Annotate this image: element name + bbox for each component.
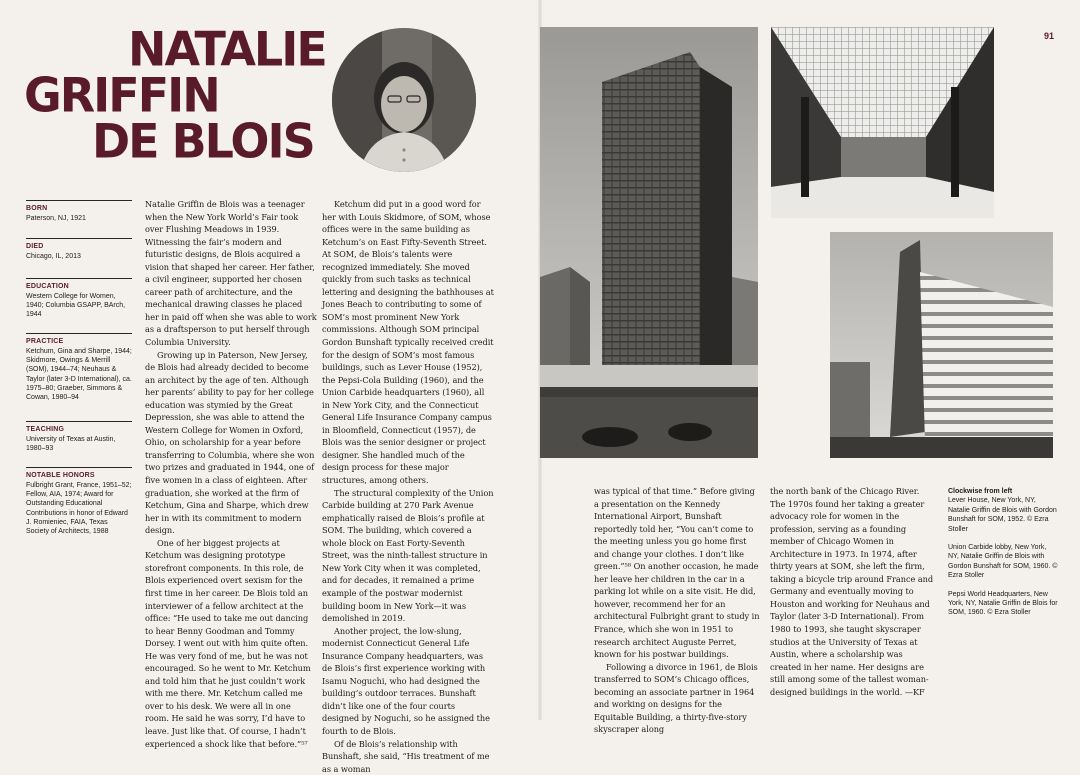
sidebar-education (26, 278, 132, 330)
paragraph: Of de Blois’s relationship with Bunshaft, she said, “His treatment of me as a woman (322, 738, 490, 774)
sidebar-text: Chicago, IL, 2013 (26, 253, 81, 260)
sidebar-teaching (26, 421, 132, 464)
body-column-2 (322, 198, 494, 775)
sidebar-heading: PRACTICE (26, 338, 64, 345)
body-column-4 (770, 485, 936, 698)
title-line-3: DE BLOIS (92, 113, 314, 169)
sidebar-practice (26, 333, 132, 418)
caption-lever-house: Lever House, New York, NY, Natalie Griffin de Blois with Gordon Bunshaft for SOM, 1952. © Ezra Stoller (948, 497, 1057, 533)
caption-pepsi: Pepsi World Headquarters, New York, NY, Natalie Griffin de Blois for SOM, 1960. © Ezra Stoller (948, 590, 1058, 617)
captions-heading: Clockwise from left (948, 488, 1013, 495)
sidebar-heading: TEACHING (26, 426, 65, 433)
lever-house-image (540, 27, 758, 458)
paragraph: Following a divorce in 1961, de Blois transferred to SOM’s Chicago offices, becoming an associate partner in 1964 and working on designs for the Equitable Building, a thirty-five-story skyscraper along (594, 661, 758, 735)
sidebar-heading: BORN (26, 205, 48, 212)
sidebar-text: Fulbright Grant, France, 1951–52; Fellow, AIA, 1974; Award for Outstanding Educational Contributions in honor of Edward J. Romieniec, FAIA, Texas Society of Architects, 1988 (26, 482, 132, 536)
sidebar-text: Paterson, NJ, 1921 (26, 215, 86, 222)
caption-union-carbide: Union Carbide lobby, New York, NY, Natalie Griffin de Blois with Gordon Bunshaft for SOM, 1960. © Ezra Stoller (948, 544, 1058, 580)
sidebar-text: Western College for Women, 1940; Columbia GSAPP, BArch, 1944 (26, 293, 126, 319)
paragraph: The structural complexity of the Union Carbide building at 270 Park Avenue emphatically raised de Blois’s profile at SOM. The building, which covered a whole block on East Forty-Seventh Street, was the ninth-tallest structure in New York City when it was completed, and for decades, it remained a prime example of the postwar modernist building boom in New York—it was demolished in 2019. (322, 487, 494, 624)
paragraph: the north bank of the Chicago River. The 1970s found her taking a greater advocacy role for women in the profession, serving as a founding member of Chicago Women in Architecture in 1973. In 1974, after thirty years at SOM, she left the firm, taking a bicycle trip around France and Germany and eventually moving to Houston and working for Neuhaus and Taylor (later 3-D International). From 1980 to 1993, she taught skyscraper studios at the University of Texas at Austin, where a scholarship was created in her name. Her designs are still among some of the tallest woman-designed buildings in the world. —KF (770, 486, 934, 697)
sidebar-heading: DIED (26, 243, 44, 250)
pepsi-headquarters-image (830, 232, 1053, 458)
title-line-1: NATALIE (128, 21, 326, 77)
sidebar-text: University of Texas at Austin, 1980–93 (26, 436, 116, 453)
paragraph: was typical of that time.” Before giving a presentation on the Kennedy International Airport, Bunshaft reportedly told her, “You can’t come to the meeting unless you go home first and change your clothes. I don’t like green.”⁵⁸ On another occasion, he made her leave her children in the car in a parking lot while on a site visit. He did, however, recommend her for an architectural Fulbright grant to study in France, which she won in 1951 to research architect Auguste Perret, known for his postwar buildings. (594, 486, 760, 660)
sidebar-text: Ketchum, Gina and Sharpe, 1944; Skidmore, Owings & Merrill (SOM), 1944–74; Neuhaus & Taylor (later 3-D International), ca. 1975–80; Graeber, Simmons & Cowan, 1980–94 (26, 348, 132, 402)
title-line-2: GRIFFIN (24, 67, 219, 123)
union-carbide-lobby-image (771, 27, 994, 218)
sidebar-heading: EDUCATION (26, 283, 69, 290)
paragraph: Natalie Griffin de Blois was a teenager when the New York World’s Fair took over Flushing Meadows in 1939. Witnessing the fair’s modern and futuristic designs, de Blois acquired a vision that shaped her career. Her father, a civil engineer, supported her chosen career path of architecture, and the mechanical drawing classes he placed her in paid off when she was able to work as a draftsperson to put herself through Columbia University. (145, 199, 317, 348)
paragraph: One of her biggest projects at Ketchum was designing prototype storefront components. In this role, de Blois experienced overt sexism for the first time in her career. De Blois told an interviewer of a fellow architect at the office: “He used to take me out dancing to hear Benny Goodman and Tommy Dorsey. I went out with him quite often. He was very fond of me, but he was not encouraged. So he went to Mr. Ketchum and told him that he just couldn’t work with me there. Mr. Ketchum called me over to his desk. We were all in one room. He said he was sorry, I’d have to leave. Just like that. Of course, I hadn’t experienced a shock like that before.”⁵⁷ (145, 537, 311, 749)
sidebar-honors (26, 467, 132, 536)
paragraph: Another project, the low-slung, modernist Connecticut General Life Insurance Company headquarters, was de Blois’s first experience working with Isamu Noguchi, who had designed the building’s outdoor terraces. Bunshaft didn’t like one of the four courts designed by Noguchi, so he assigned the fourth to de Blois. (322, 625, 490, 736)
body-column-3 (594, 485, 760, 736)
union-carbide-lobby-photo (771, 27, 994, 218)
portrait-photo (332, 28, 476, 172)
portrait-image (332, 28, 476, 172)
sidebar-born (26, 200, 132, 235)
bio-sidebar (26, 200, 132, 536)
paragraph: Growing up in Paterson, New Jersey, de Blois had already decided to become an architect by the age of ten. Although her parents’ ability to pay for her college education was stymied by the Great Depression, she was able to attend the Western College for Women in Oxford, Ohio, on scholarship for a year before transferring to Columbia, where she won two prizes and graduated in 1944, one of five women in a class of eighteen. After graduation, she worked at the firm of Ketchum, Gina and Sharpe, which drew her in with its commitment to modern design. (145, 349, 315, 536)
lever-house-photo (540, 27, 758, 458)
paragraph: Ketchum did put in a good word for her with Louis Skidmore, of SOM, whose offices were in the same building as Ketchum’s on East Fifty-Seventh Street. At SOM, de Blois’s talents were recognized immediately. She moved quickly from such tasks as technical lettering and designing the bathhouses at Jones Beach to contributing to some of SOM’s most prominent New York commissions. Although SOM principal Gordon Bunshaft typically received credit for the design of SOM’s most famous buildings, such as Lever House (1952), the Pepsi-Cola Building (1960), and the Union Carbide headquarters (1960), all in New York City, and the Connecticut General Life Insurance Company campus in Bloomfield, Connecticut (1957), de Blois was the senior designer or project designer. She handled much of the design process for these major structures, among others. (322, 199, 494, 486)
body-column-1 (145, 198, 317, 750)
photo-captions (948, 487, 1058, 627)
sidebar-heading: NOTABLE HONORS (26, 472, 95, 479)
page-number: 91 (1044, 31, 1055, 41)
pepsi-headquarters-photo (830, 232, 1053, 458)
sidebar-died (26, 238, 132, 275)
